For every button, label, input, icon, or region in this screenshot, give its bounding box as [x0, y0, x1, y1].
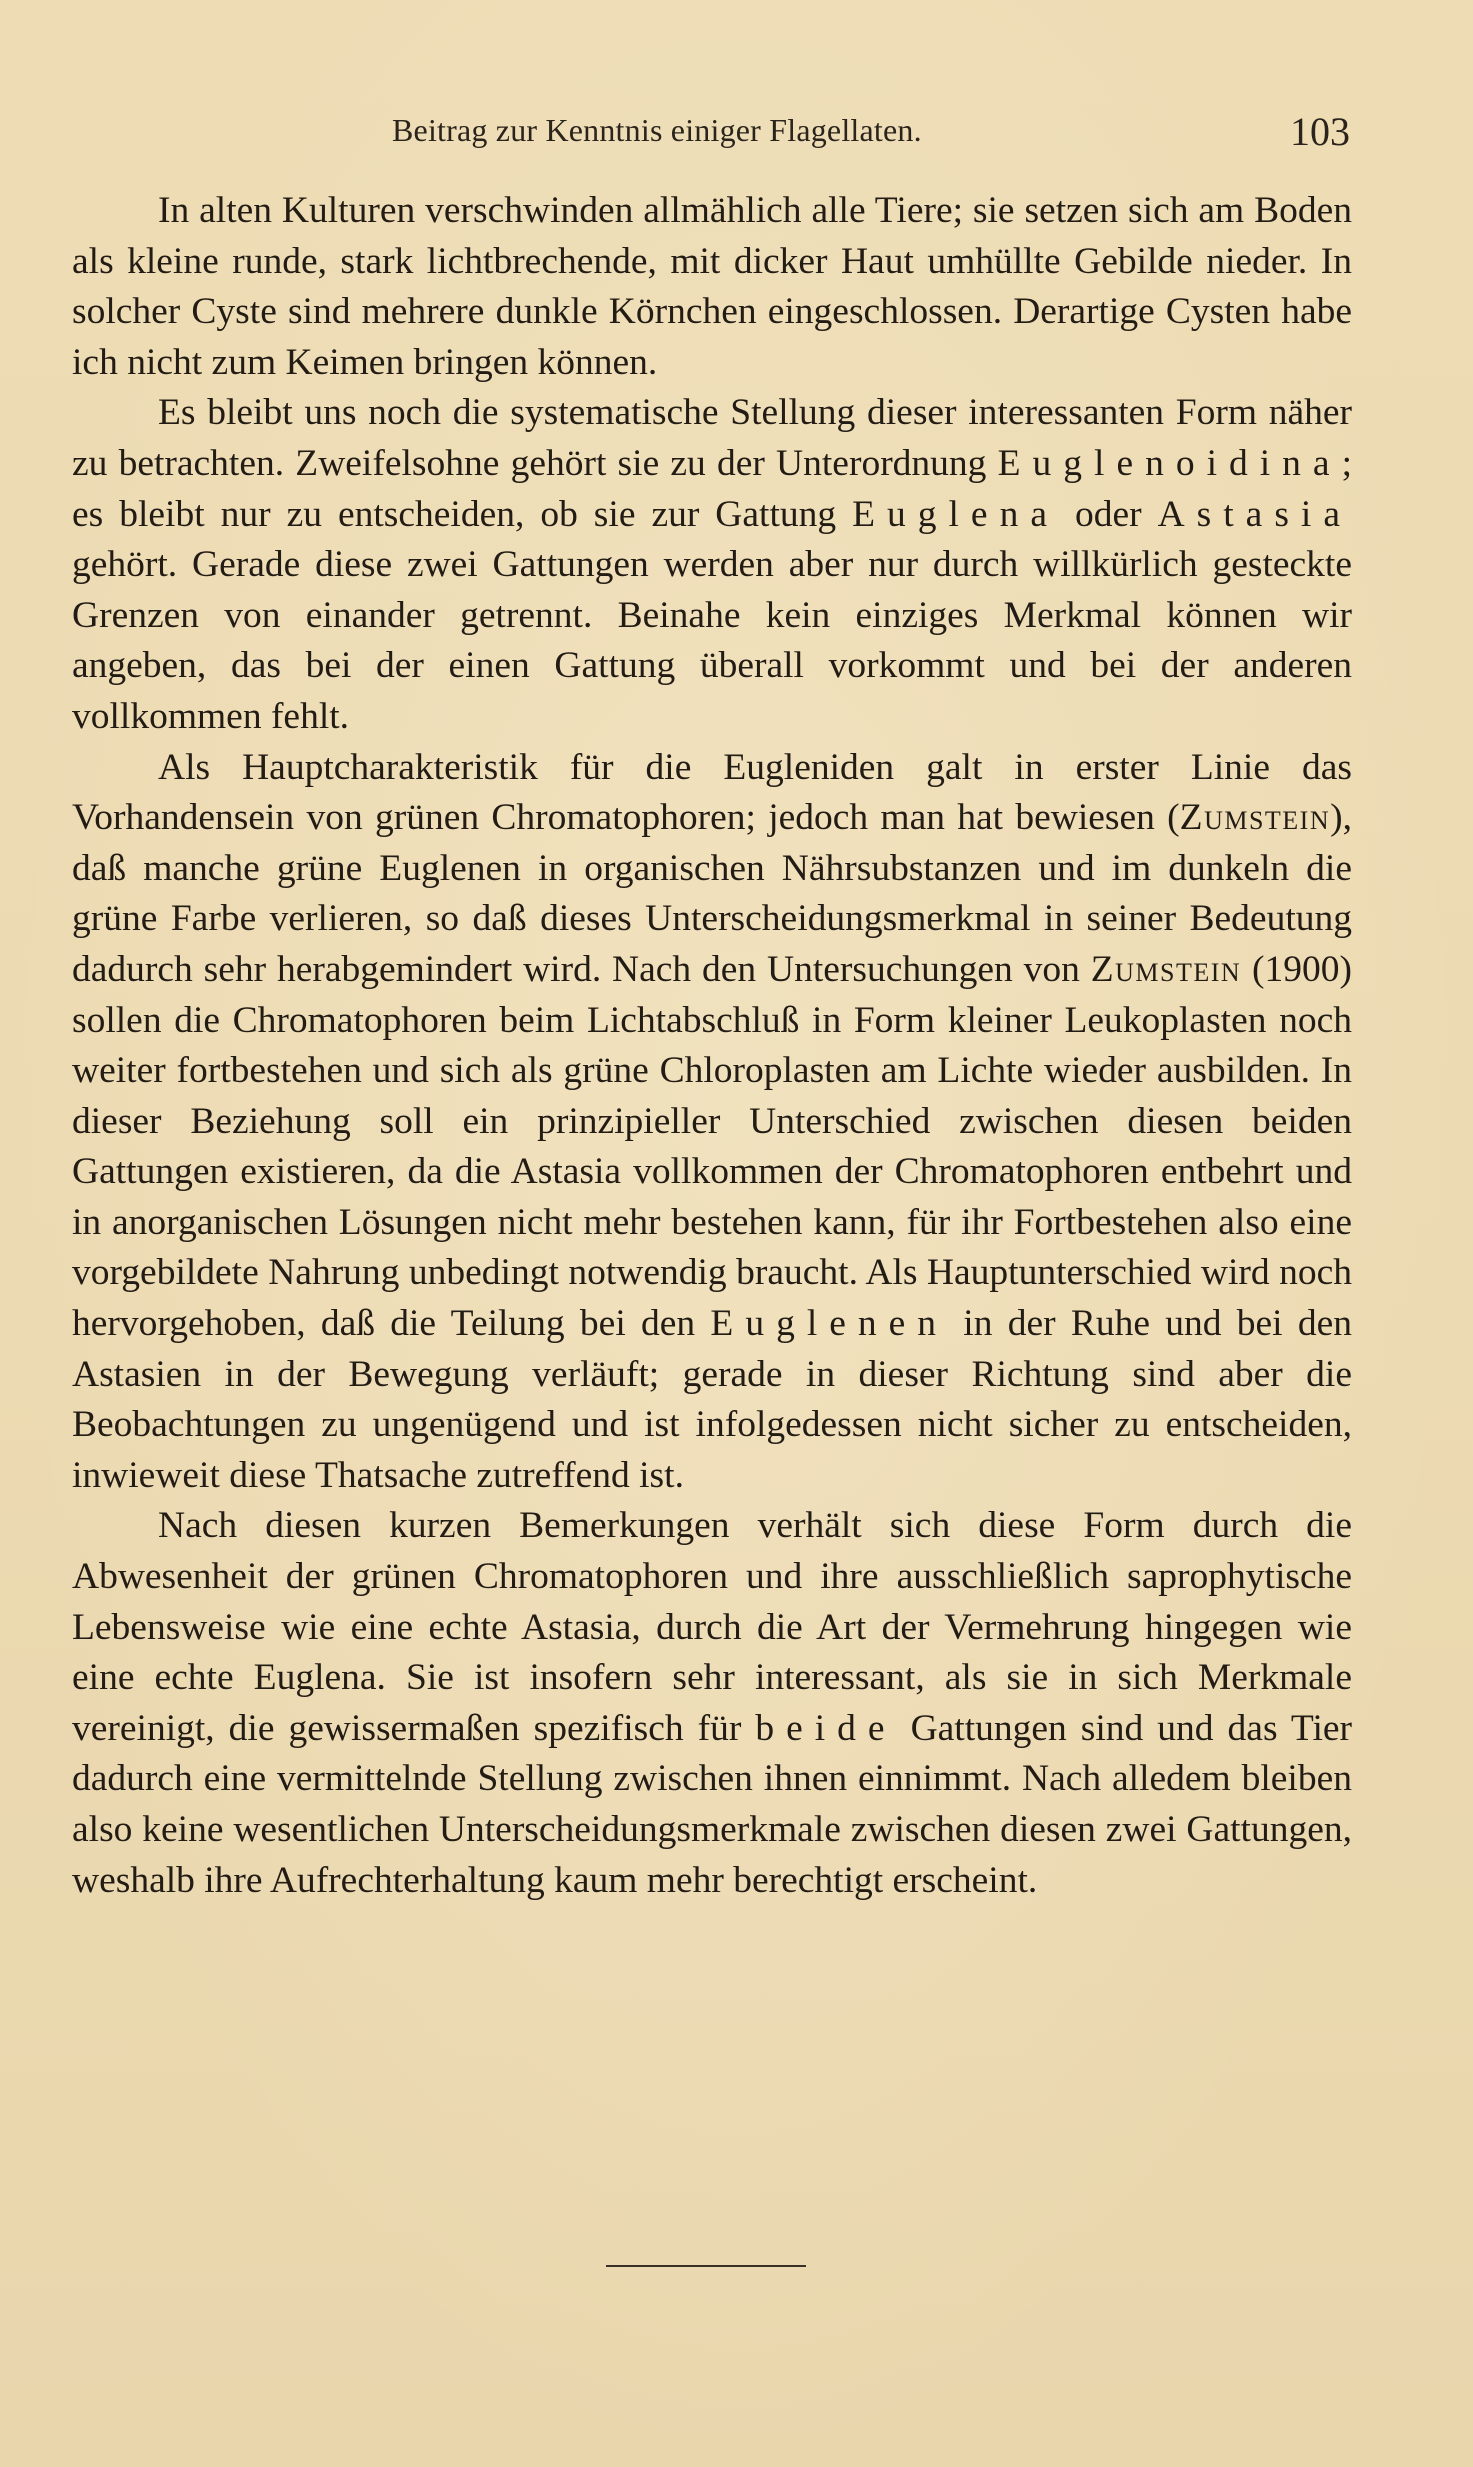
text-run: Es bleibt uns noch die systematische Stellung dieser interessanten Form näher zu betrachten. Zweifelsohne gehört sie zu der Unterordnung: [72, 392, 1352, 484]
paragraph-1: [72, 186, 1352, 388]
text-run: In alten Kulturen verschwinden allmählich alle Tiere; sie setzen sich am Boden als kleine runde, stark lichtbrechende, mit dicker Haut umhüllte Gebilde nieder. In solcher Cyste sind mehrere dunkle Körnchen eingeschlossen. Derartige Cysten habe ich nicht zum Keimen bringen können.: [72, 190, 1352, 383]
page-number: 103: [1290, 109, 1350, 154]
section-end-rule: [606, 2265, 806, 2267]
paragraph-4: [72, 1501, 1352, 1906]
spaced-term: Euglenoidina: [997, 442, 1342, 484]
author-name: Zumstein: [1090, 948, 1242, 990]
text-run: in der Ruhe und bei den Astasien in der Bewegung verläuft; gerade in dieser Richtung sind aber die Beobachtungen zu ungenügend und ist infolgedessen nicht sicher zu entscheiden, inwieweit diese Thatsache zutreffend ist.: [72, 1303, 1352, 1496]
running-title: Beitrag zur Kenntnis einiger Flagellaten.: [392, 112, 922, 148]
text-run: (1900) sollen die Chromatophoren beim Lichtabschluß in Form kleiner Leukoplasten noch weiter fortbestehen und sich als grüne Chloroplasten am Lichte wieder ausbilden. In dieser Beziehung soll ein prinzipieller Unterschied zwischen diesen beiden Gattungen existieren, da die Astasia vollkommen der Chromatophoren entbehrt und in anorganischen Lösungen nicht mehr bestehen kann, für ihr Fortbestehen also eine vorgebildete Nahrung unbedingt notwendig braucht. Als Hauptunterschied wird noch hervorgehoben, daß die Teilung bei den: [72, 948, 1352, 1345]
text-run: gehört. Gerade diese zwei Gattungen werden aber nur durch willkürlich gesteckte Grenzen von einander getrennt. Beinahe kein einziges Merkmal können wir angeben, das bei der einen Gattung überall vorkommt und bei der anderen vollkommen fehlt.: [72, 544, 1352, 737]
text-run: oder: [1058, 493, 1158, 535]
text-run: ; es bleibt nur zu entscheiden, ob sie zur Gattung: [72, 442, 1352, 535]
text-run: Nach diesen kurzen Bemerkungen verhält sich diese Form durch die Abwesenheit der grünen Chromatophoren und ihre ausschließlich saprophytische Lebensweise wie eine echte Astasia, durch die Art der Vermehrung hingegen wie eine echte Euglena. Sie ist insofern sehr interessant, als sie in sich Merkmale vereinigt, die gewissermaßen spezifisch für: [72, 1505, 1352, 1749]
spaced-term: Euglena: [852, 493, 1059, 535]
text-run: Als Hauptcharakteristik für die Eugleniden galt in erster Linie das Vorhandensein von grünen Chromatophoren; jedoch man hat bewiesen (: [72, 746, 1352, 839]
text-run: ), daß manche grüne Euglenen in organischen Nährsubstanzen und im dunkeln die grüne Farbe verlieren, so daß dieses Unterscheidungsmerkmal in seiner Bedeutung dadurch sehr herabgemindert wird. Nach den Untersuchungen von: [72, 797, 1352, 990]
paragraph-2: [72, 388, 1352, 742]
author-name: Zumstein: [1179, 797, 1331, 839]
body-text: [72, 186, 1352, 1906]
spaced-term: Euglenen: [710, 1303, 949, 1345]
spaced-term: beide: [755, 1707, 897, 1749]
spaced-term: Astasia: [1157, 493, 1352, 535]
text-run: Gattungen sind und das Tier dadurch eine vermittelnde Stellung zwischen ihnen einnimmt. Nach alledem bleiben also keine wesentlichen Unterscheidungsmerkmale zwischen diesen zwei Gattungen, weshalb ihre Aufrechterhaltung kaum mehr berechtigt erscheint.: [72, 1707, 1353, 1901]
paragraph-3: [72, 743, 1352, 1502]
